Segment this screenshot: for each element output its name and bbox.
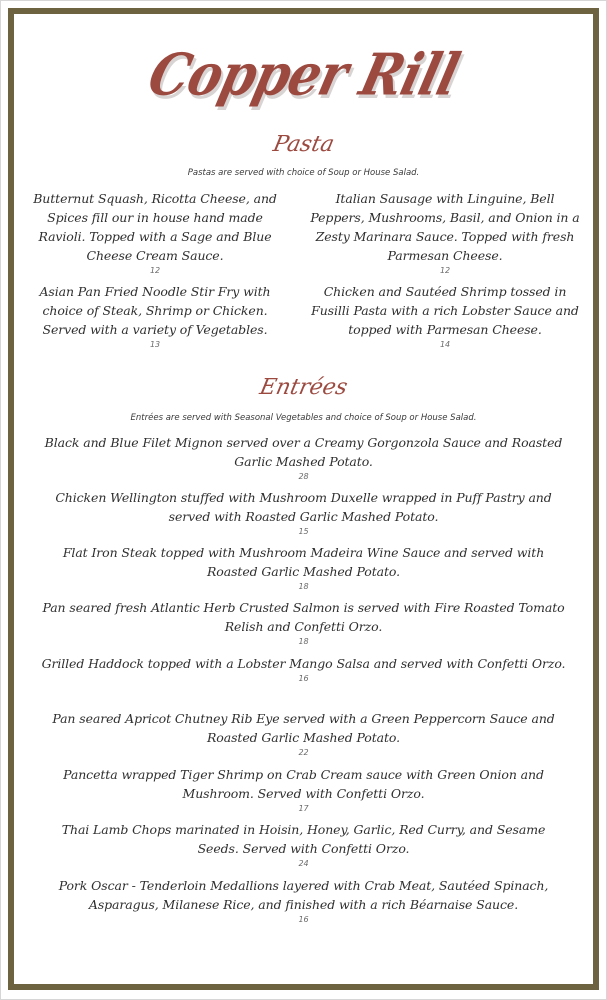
item-description: Italian Sausage with Linguine, Bell Peppers, Mushrooms, Basil, and Onion in a Zesty Marinara Sauce. Topped with fresh Parmesan Cheese. <box>310 191 580 263</box>
item-price: 24 <box>298 859 309 868</box>
item-price: 17 <box>298 804 309 813</box>
entree-item <box>40 488 567 537</box>
pasta-heading: Pasta <box>270 132 337 157</box>
item-description: Thai Lamb Chops marinated in Hoisin, Honey, Garlic, Red Curry, and Sesame Seeds. Served with Confetti Orzo. <box>61 822 546 856</box>
item-description: Butternut Squash, Ricotta Cheese, and Spices fill our in house hand made Ravioli. Topped with a Sage and Blue Cheese Cream Sauce. <box>33 191 277 263</box>
entree-item <box>30 876 577 925</box>
entree-item <box>40 654 567 684</box>
entree-item <box>40 433 567 482</box>
item-description: Chicken Wellington stuffed with Mushroom Duxelle wrapped in Puff Pastry and served with Roasted Garlic Mashed Potato. <box>55 490 552 524</box>
entree-item <box>40 709 567 758</box>
item-price: 22 <box>298 748 309 757</box>
entree-item <box>40 820 567 869</box>
restaurant-title: Copper Rill <box>142 40 466 109</box>
pasta-item <box>310 189 580 276</box>
item-description: Chicken and Sautéed Shrimp tossed in Fusilli Pasta with a rich Lobster Sauce and topped with Parmesan Cheese. <box>311 284 579 337</box>
item-price: 14 <box>440 340 450 349</box>
entrees-note: Entrées are served with Seasonal Vegetables and choice of Soup or House Salad. <box>130 413 477 423</box>
item-description: Black and Blue Filet Mignon served over a Creamy Gorgonzola Sauce and Roasted Garlic Mashed Potato. <box>44 435 563 469</box>
item-description: Flat Iron Steak topped with Mushroom Madeira Wine Sauce and served with Roasted Garlic Mashed Potato. <box>62 545 545 579</box>
item-description: Grilled Haddock topped with a Lobster Mango Salsa and served with Confetti Orzo. <box>41 656 566 671</box>
item-price: 16 <box>298 674 309 683</box>
item-price: 16 <box>298 915 309 924</box>
entree-item <box>40 598 567 647</box>
pasta-item <box>30 189 280 276</box>
pasta-item <box>310 282 580 350</box>
pasta-note: Pastas are served with choice of Soup or House Salad. <box>187 168 420 178</box>
item-description: Pan seared fresh Atlantic Herb Crusted Salmon is served with Fire Roasted Tomato Relish and Confetti Orzo. <box>42 600 565 634</box>
entree-item <box>40 765 567 814</box>
item-description: Pan seared Apricot Chutney Rib Eye served with a Green Peppercorn Sauce and Roasted Garlic Mashed Potato. <box>52 711 555 745</box>
item-description: Asian Pan Fried Noodle Stir Fry with choice of Steak, Shrimp or Chicken. Served with a variety of Vegetables. <box>39 284 271 337</box>
item-price: 12 <box>440 266 450 275</box>
entrees-heading: Entrées <box>257 375 350 400</box>
item-description: Pork Oscar - Tenderloin Medallions layered with Crab Meat, Sautéed Spinach, Asparagus, Milanese Rice, and finished with a rich Béarnaise Sauce. <box>58 878 549 912</box>
item-price: 12 <box>150 266 160 275</box>
item-price: 13 <box>150 340 160 349</box>
item-price: 15 <box>298 527 309 536</box>
item-price: 18 <box>298 637 309 646</box>
entree-item <box>40 543 567 592</box>
item-description: Pancetta wrapped Tiger Shrimp on Crab Cream sauce with Green Onion and Mushroom. Served with Confetti Orzo. <box>63 767 544 801</box>
item-price: 18 <box>298 582 309 591</box>
pasta-item <box>30 282 280 350</box>
item-price: 28 <box>298 472 309 481</box>
